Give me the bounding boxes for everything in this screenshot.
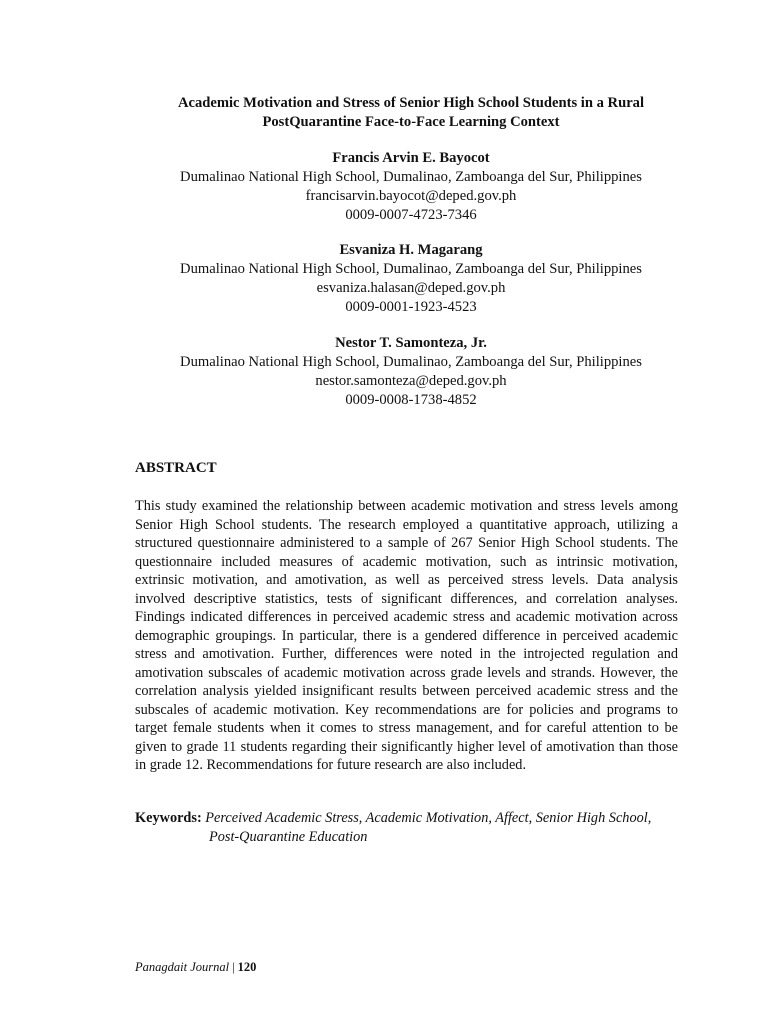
author-orcid: 0009-0007-4723-7346	[345, 207, 477, 223]
author-affiliation: Dumalinao National High School, Dumalinao, Zamboanga del Sur, Philippines	[180, 354, 642, 370]
keywords-section	[135, 809, 695, 847]
author-email: nestor.samonteza@deped.gov.ph	[315, 373, 507, 389]
title-line-2: PostQuarantine Face-to-Face Learning Context	[262, 114, 560, 130]
author-block-1	[110, 149, 712, 225]
title-line-1: Academic Motivation and Stress of Senior High School Students in a Rural	[177, 95, 645, 111]
author-block-2	[110, 241, 712, 317]
author-block-3	[110, 334, 712, 410]
paper-title	[110, 94, 712, 132]
author-name: Francis Arvin E. Bayocot	[332, 150, 490, 166]
keywords-label: Keywords:	[135, 810, 202, 826]
page-footer	[135, 960, 256, 975]
author-name: Nestor T. Samonteza, Jr.	[335, 335, 487, 351]
journal-name: Panagdait Journal	[135, 960, 230, 974]
author-affiliation: Dumalinao National High School, Dumalinao, Zamboanga del Sur, Philippines	[180, 169, 642, 185]
abstract-heading: ABSTRACT	[135, 460, 217, 476]
author-email: francisarvin.bayocot@deped.gov.ph	[305, 188, 517, 204]
keywords-line-1: Perceived Academic Stress, Academic Motivation, Affect, Senior High School,	[205, 810, 652, 826]
author-affiliation: Dumalinao National High School, Dumalinao, Zamboanga del Sur, Philippines	[180, 261, 642, 277]
footer-separator: |	[232, 960, 235, 974]
author-orcid: 0009-0001-1923-4523	[345, 299, 477, 315]
author-name: Esvaniza H. Magarang	[339, 242, 483, 258]
author-orcid: 0009-0008-1738-4852	[345, 392, 477, 408]
author-email: esvaniza.halasan@deped.gov.ph	[316, 280, 506, 296]
abstract-body: This study examined the relationship between academic motivation and stress levels among Senior High School students. The research employed a quantitative approach, utilizing a structured questionnaire administered to a sample of 267 Senior High School students. The questionnaire included measures of academic motivation, such as intrinsic motivation, extrinsic motivation, and amotivation, as well as perceived stress levels. Data analysis involved descriptive statistics, tests of significant differences, and correlation analyses. Findings indicated differences in perceived academic stress and academic motivation across demographic groupings. In particular, there is a gendered difference in perceived academic stress and amotivation. Further, differences were noted in the introjected regulation and amotivation subscales of academic motivation across grade levels and strands. However, the correlation analysis yielded insignificant results between perceived academic stress and the subscales of academic motivation. Key recommendations are for policies and programs to target female students when it comes to stress management, and for careful attention to be given to grade 11 students regarding their significantly higher level of amotivation than those in grade 12. Recommendations for future research are also included.	[135, 498, 678, 773]
keywords-line-2: Post-Quarantine Education	[209, 829, 368, 845]
page-number: 120	[237, 960, 257, 974]
